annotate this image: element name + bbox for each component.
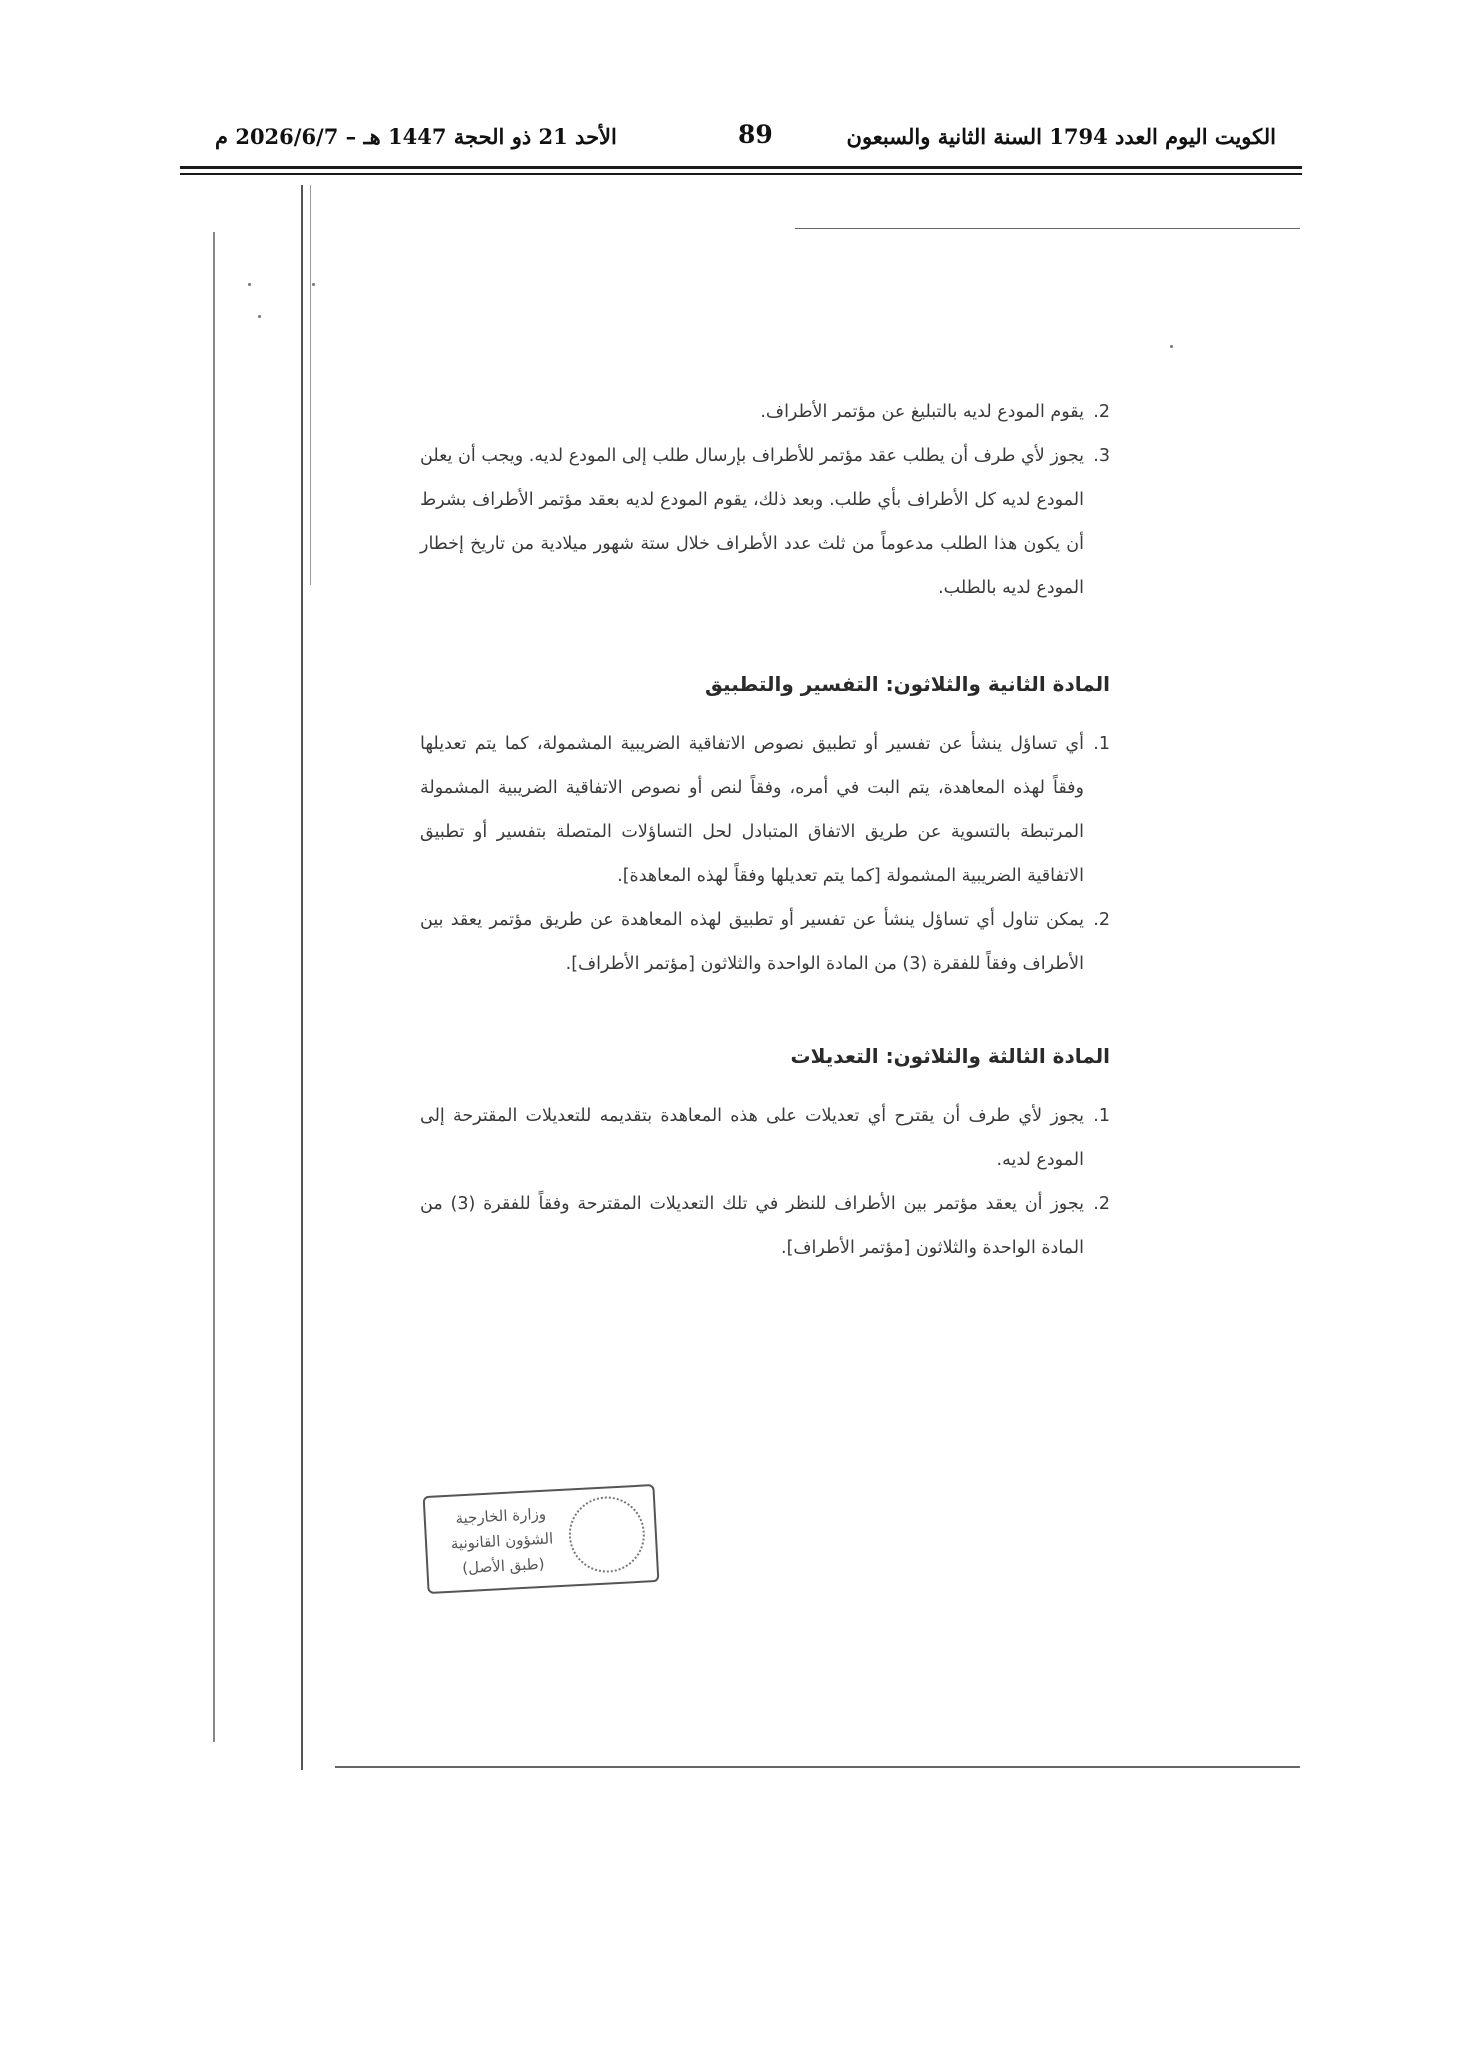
- article-32-item: [420, 722, 1110, 898]
- header-rule-thick: [180, 166, 1302, 169]
- item-text: يقوم المودع لديه بالتبليغ عن مؤتمر الأطراف.: [760, 402, 1084, 422]
- scan-speck: [312, 283, 315, 286]
- item-text: أي تساؤل ينشأ عن تفسير أو تطبيق نصوص الاتفاقية الضريبية المشمولة، كما يتم تعديلها وفقاً لهذه المعاهدة، يتم البت في أمره، وفقاً لنص أو نصوص الاتفاقية الضريبية المشمولة المرتبطة بالتسوية عن طريق الاتفاق المتبادل لحل التساؤلات المتصلة بتفسير أو تطبيق الاتفاقية الضريبية المشمولة [كما يتم تعديلها وفقاً لهذه المعاهدة].: [420, 734, 1084, 886]
- scan-speck: [258, 315, 261, 318]
- item-text: يجوز أن يعقد مؤتمر بين الأطراف للنظر في تلك التعديلات المقترحة وفقاً للفقرة (3) من المادة الواحدة والثلاثون [مؤتمر الأطراف].: [420, 1194, 1084, 1258]
- item-text: يمكن تناول أي تساؤل ينشأ عن تفسير أو تطبيق لهذه المعاهدة عن طريق مؤتمر يعقد بين الأطراف وفقاً للفقرة (3) من المادة الواحدة والثلاثون [مؤتمر الأطراف].: [420, 910, 1084, 974]
- scan-margin-line-2: [310, 185, 311, 585]
- header-issue-info: الكويت اليوم العدد 1794 السنة الثانية والسبعون: [846, 124, 1276, 149]
- page-number: 89: [738, 120, 773, 149]
- item-number: 2.: [1093, 1194, 1110, 1214]
- scan-speck: [1170, 345, 1173, 348]
- stamp-line: الشؤون القانونية: [450, 1529, 554, 1553]
- scan-top-line: [795, 228, 1300, 229]
- article-32-title: المادة الثانية والثلاثون: التفسير والتطبيق: [705, 672, 1110, 696]
- stamp-line: وزارة الخارجية: [455, 1504, 547, 1528]
- article-33-item: [420, 1182, 1110, 1270]
- item-number: 1.: [1093, 734, 1110, 754]
- item-number: 1.: [1093, 1106, 1110, 1126]
- item-number: 3.: [1093, 446, 1110, 466]
- document-body: [420, 390, 1110, 1270]
- item-number: 2.: [1093, 910, 1110, 930]
- scan-edge-line: [213, 232, 215, 1742]
- page-header: [0, 118, 1476, 158]
- item-text: يجوز لأي طرف أن يقترح أي تعديلات على هذه المعاهدة بتقديمه للتعديلات المقترحة إلى المودع لديه.: [420, 1106, 1084, 1170]
- article-33-title: المادة الثالثة والثلاثون: التعديلات: [790, 1044, 1110, 1068]
- article-32-item: [420, 898, 1110, 986]
- article-33-item: [420, 1094, 1110, 1182]
- scan-bottom-line: [335, 1766, 1300, 1768]
- certification-stamp: [423, 1484, 660, 1594]
- item-number: 2.: [1093, 402, 1110, 422]
- item-text: يجوز لأي طرف أن يطلب عقد مؤتمر للأطراف بإرسال طلب إلى المودع لديه. ويجب أن يعلن المودع لديه كل الأطراف بأي طلب. وبعد ذلك، يقوم المودع لديه بعقد مؤتمر الأطراف بشرط أن يكون هذا الطلب مدعوماً من ثلث عدد الأطراف خلال ستة شهور ميلادية من تاريخ إخطار المودع لديه بالطلب.: [420, 446, 1084, 598]
- stamp-line: (طبق الأصل): [461, 1554, 545, 1578]
- intro-item: [420, 434, 1110, 610]
- header-date: الأحد 21 ذو الحجة 1447 هـ – 2026/6/7 م: [215, 124, 617, 149]
- seal-emblem: [567, 1495, 647, 1575]
- intro-item: [420, 390, 1110, 434]
- stamp-text: [435, 1501, 569, 1583]
- scan-speck: [248, 283, 251, 286]
- scan-margin-line: [301, 185, 303, 1770]
- header-rule-thin: [180, 173, 1302, 175]
